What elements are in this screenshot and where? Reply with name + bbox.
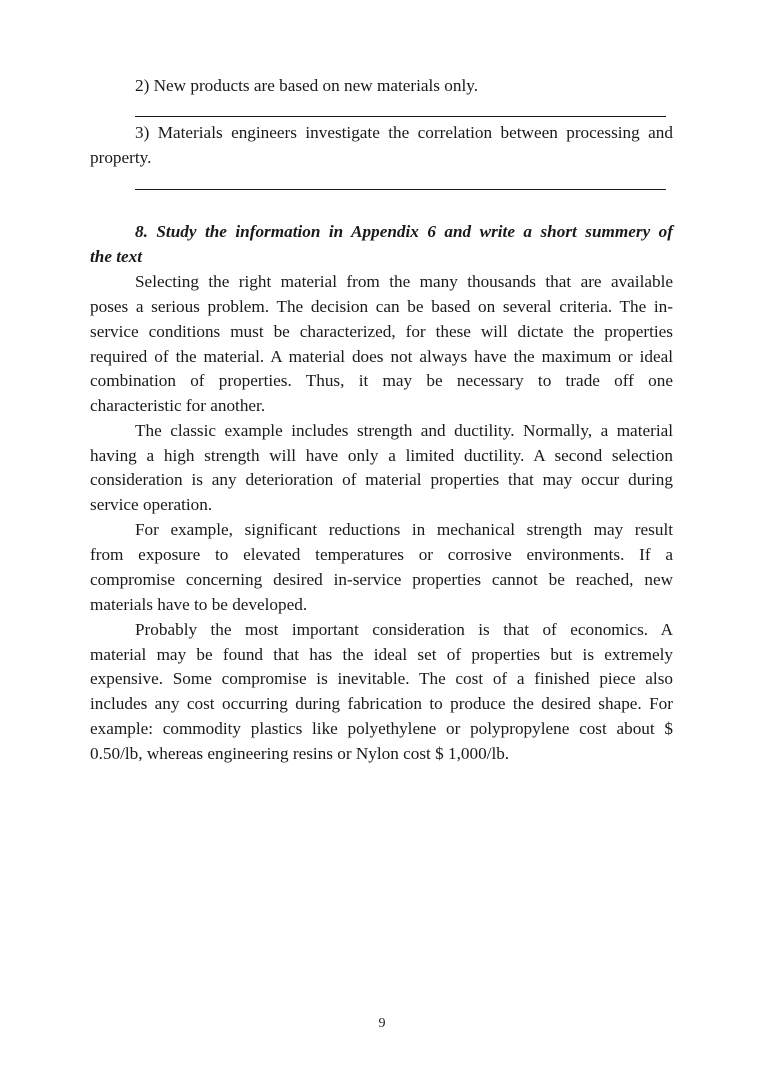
paragraph-3-line-4: materials have to be developed.: [90, 595, 308, 614]
question-2: 2) New products are based on new materials only.: [135, 76, 479, 95]
paragraph-2-line-2: having a high strength will have only a limited ductility. A second selection: [90, 446, 673, 465]
task-heading-line-1: 8. Study the information in Appendix 6 and write a short summery of: [135, 222, 673, 241]
paragraph-4-line-5: example: commodity plastics like polyethylene or polypropylene cost about $: [90, 719, 673, 738]
paragraph-4-line-6: 0.50/lb, whereas engineering resins or Nylon cost $ 1,000/lb.: [90, 744, 510, 763]
paragraph-3-line-2: from exposure to elevated temperatures or corrosive environments. If a: [90, 545, 673, 564]
paragraph-1-line-4: required of the material. A material does not always have the maximum or ideal: [90, 347, 673, 366]
paragraph-1-line-6: characteristic for another.: [90, 396, 266, 415]
question-3-line-1: 3) Materials engineers investigate the correlation between processing and: [135, 123, 673, 142]
paragraph-1-line-2: poses a serious problem. The decision can be based on several criteria. The in-: [90, 297, 673, 316]
paragraph-2-line-1: The classic example includes strength and ductility. Normally, a material: [135, 421, 673, 440]
paragraph-3-line-1: For example, significant reductions in mechanical strength may result: [135, 520, 673, 539]
page-number: 9: [378, 1016, 386, 1031]
paragraph-4-line-2: material may be found that has the ideal set of properties but is extremely: [90, 645, 673, 664]
question-3-line-2: property.: [90, 148, 152, 167]
answer-line-q2[interactable]: [135, 116, 666, 117]
task-heading-line-2: the text: [90, 247, 143, 266]
paragraph-4-line-3: expensive. Some compromise is inevitable. The cost of a finished piece also: [90, 669, 673, 688]
paragraph-1-line-1: Selecting the right material from the many thousands that are available: [135, 272, 673, 291]
paragraph-1-line-5: combination of properties. Thus, it may be necessary to trade off one: [90, 371, 673, 390]
answer-line-q3[interactable]: [135, 189, 666, 190]
paragraph-4-line-4: includes any cost occurring during fabrication to produce the desired shape. For: [90, 694, 673, 713]
paragraph-2-line-4: service operation.: [90, 495, 213, 514]
paragraph-1-line-3: service conditions must be characterized, for these will dictate the properties: [90, 322, 673, 341]
paragraph-3-line-3: compromise concerning desired in-service properties cannot be reached, new: [90, 570, 673, 589]
paragraph-2-line-3: consideration is any deterioration of material properties that may occur during: [90, 470, 673, 489]
paragraph-4-line-1: Probably the most important consideration is that of economics. A: [135, 620, 673, 639]
